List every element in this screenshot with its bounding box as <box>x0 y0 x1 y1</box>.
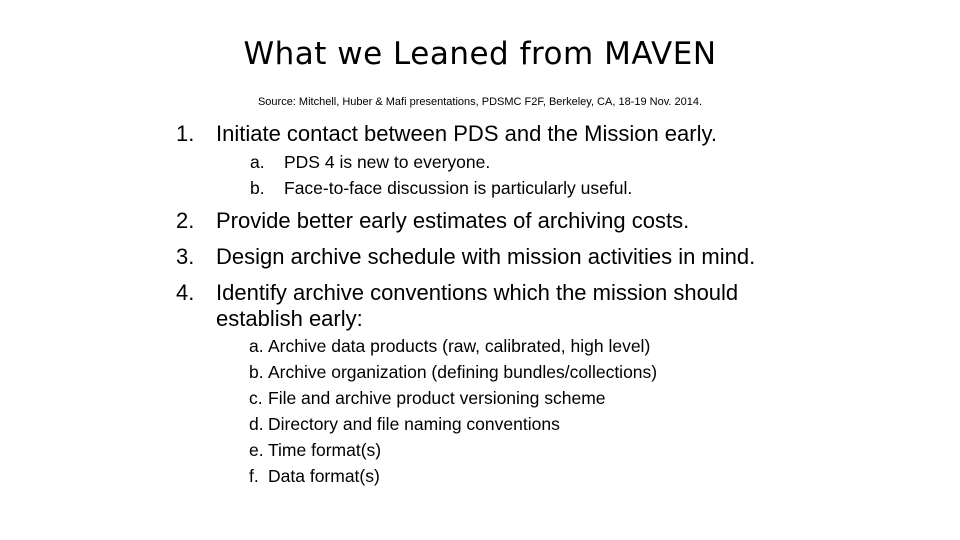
list-item-text: Design archive schedule with mission activities in mind. <box>216 244 756 269</box>
sub-item-text: Data format(s) <box>268 466 380 486</box>
sub-item-4b <box>249 359 657 385</box>
list-item-2 <box>176 208 689 234</box>
sub-item-1a <box>250 150 490 174</box>
sub-item-4f <box>249 463 380 489</box>
list-item-number: 1. <box>176 121 195 146</box>
sub-item-letter: c. <box>249 388 263 408</box>
sub-item-4d <box>249 411 560 437</box>
list-item-number: 3. <box>176 244 195 269</box>
list-item-1 <box>176 121 717 147</box>
list-item-3 <box>176 244 755 270</box>
list-item-number: 2. <box>176 208 195 233</box>
sub-item-letter: f. <box>249 466 259 486</box>
list-item-text: Initiate contact between PDS and the Mission early. <box>216 121 717 146</box>
sub-item-letter: a. <box>249 336 264 356</box>
sub-item-4e <box>249 437 381 463</box>
slide-title: What we Leaned from MAVEN <box>243 36 717 72</box>
sub-item-text: Face-to-face discussion is particularly useful. <box>284 178 633 198</box>
sub-item-text: Archive organization (defining bundles/collections) <box>268 362 658 382</box>
sub-item-letter: a. <box>250 152 265 172</box>
sub-item-1b <box>250 176 632 200</box>
list-item-number: 4. <box>176 280 195 305</box>
sub-item-text: PDS 4 is new to everyone. <box>284 152 491 172</box>
sub-item-text: File and archive product versioning scheme <box>268 388 606 408</box>
sub-item-letter: b. <box>250 178 265 198</box>
list-item-text-line: Identify archive conventions which the mission should <box>216 280 739 305</box>
sub-item-letter: e. <box>249 440 264 460</box>
sub-item-letter: b. <box>249 362 264 382</box>
list-item-4 <box>176 280 738 332</box>
sub-item-letter: d. <box>249 414 264 434</box>
sub-item-text: Directory and file naming conventions <box>268 414 560 434</box>
list-item-text <box>216 280 738 332</box>
list-item-text-line: establish early: <box>216 306 363 331</box>
list-item-text: Provide better early estimates of archiving costs. <box>216 208 690 233</box>
sub-item-4a <box>249 333 650 359</box>
sub-item-text: Archive data products (raw, calibrated, high level) <box>268 336 651 356</box>
source-citation: Source: Mitchell, Huber & Mafi presentations, PDSMC F2F, Berkeley, CA, 18-19 Nov. 2014. <box>257 96 703 108</box>
sub-item-text: Time format(s) <box>268 440 382 460</box>
sub-item-4c <box>249 385 606 411</box>
